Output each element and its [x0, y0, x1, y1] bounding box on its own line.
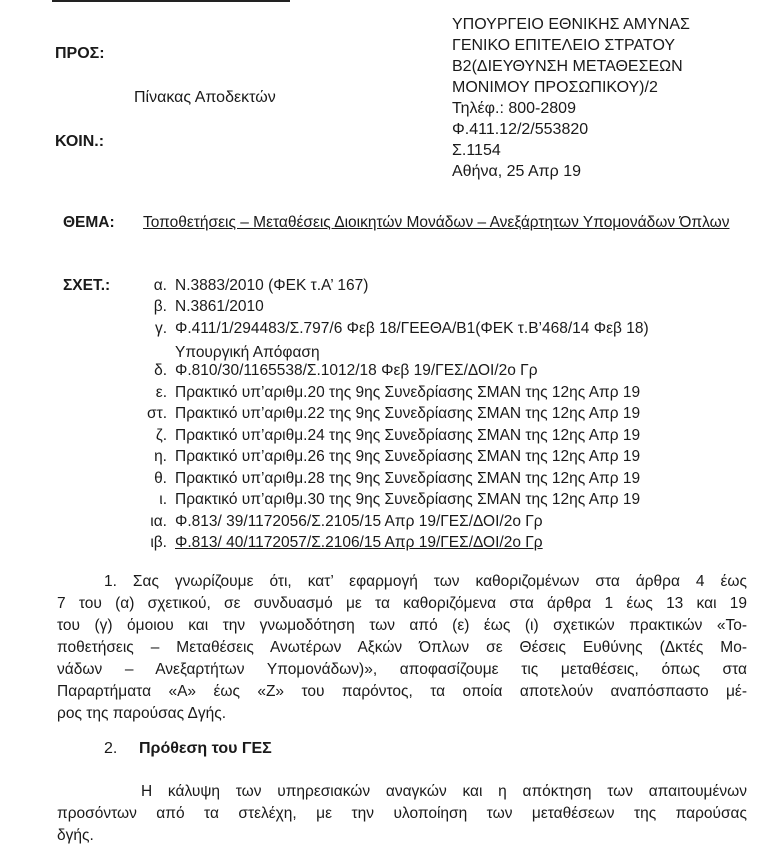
- reference-continuation: Υπουργική Απόφαση: [175, 344, 320, 361]
- to-label: ΠΡΟΣ:: [55, 45, 105, 62]
- reference-item: [105, 489, 755, 510]
- to-value: Πίνακας Αποδεκτών: [134, 89, 276, 106]
- sender-serial: Σ.1154: [452, 142, 501, 159]
- sender-line: Β2(ΔΙΕΥΘΥΝΣΗ ΜΕΤΑΘΕΣΕΩΝ: [452, 58, 683, 75]
- reference-item: [105, 382, 755, 403]
- reference-text: Ν.3861/2010: [175, 298, 264, 315]
- paragraph-line: δγής.: [57, 827, 94, 844]
- reference-item: [105, 511, 755, 532]
- reference-letter: θ.: [154, 470, 167, 487]
- section-2-body: [57, 781, 747, 847]
- references-label: ΣΧΕΤ.:: [63, 277, 111, 294]
- paragraph-line: ρος της παρούσας Δγής.: [57, 705, 227, 722]
- paragraph-1: [57, 571, 747, 725]
- reference-letter: ι.: [159, 491, 167, 508]
- reference-item: [105, 296, 755, 317]
- reference-letter: δ.: [154, 362, 167, 379]
- reference-text: Πρακτικό υπ’αριθμ.20 της 9ης Συνεδρίασης ΣΜΑΝ της 12ης Απρ 19: [175, 384, 641, 401]
- reference-text: Φ.810/30/1165538/Σ.1012/18 Φεβ 19/ΓΕΣ/ΔΟΙ/2ο Γρ: [175, 362, 538, 379]
- cc-label: ΚΟΙΝ.:: [55, 133, 105, 150]
- subject-text: Τοποθετήσεις – Μεταθέσεις Διοικητών Μονάδων – Ανεξάρτητων Υπομονάδων Όπλων: [143, 214, 730, 231]
- paragraph-line: 7 του (α) σχετικού, σε συνδυασμό με τα καθοριζόμενα στα άρθρα 1 έως 13 και 19: [57, 595, 747, 612]
- reference-item: [105, 403, 755, 424]
- paragraph-line: Η κάλυψη των υπηρεσιακών αναγκών και η απόκτηση των απαιτουμένων: [141, 783, 747, 800]
- reference-item: [105, 446, 755, 467]
- top-rule: [52, 0, 290, 2]
- reference-letter: ια.: [150, 513, 167, 530]
- reference-letter: ε.: [155, 384, 167, 401]
- paragraph-line: ποθετήσεις – Μεταθέσεις Ανωτέρων Αξκών Όπλων σε Θέσεις Ευθύνης (Δκτές Μο-: [57, 639, 747, 656]
- sender-line: ΥΠΟΥΡΓΕΙΟ ΕΘΝΙΚΗΣ ΑΜΥΝΑΣ: [452, 16, 690, 33]
- section-2-number: 2.: [104, 740, 118, 757]
- reference-item: [105, 532, 755, 553]
- section-2-title: Πρόθεση του ΓΕΣ: [139, 740, 272, 757]
- reference-text: Πρακτικό υπ’αριθμ.30 της 9ης Συνεδρίασης ΣΜΑΝ της 12ης Απρ 19: [175, 491, 641, 508]
- reference-item: [105, 318, 755, 339]
- reference-text: Πρακτικό υπ’αριθμ.22 της 9ης Συνεδρίασης ΣΜΑΝ της 12ης Απρ 19: [175, 405, 641, 422]
- reference-letter: γ.: [154, 320, 167, 337]
- reference-letter: στ.: [147, 405, 167, 422]
- reference-letter: ιβ.: [150, 534, 167, 551]
- sender-line: ΓΕΝΙΚΟ ΕΠΙΤΕΛΕΙΟ ΣΤΡΑΤΟΥ: [452, 37, 676, 54]
- paragraph-line: προσόντων από τα στελέχη, με την υλοποίηση των μεταθέσεων της παρούσας: [57, 805, 747, 822]
- reference-item: [105, 425, 755, 446]
- sender-phone: Τηλέφ.: 800-2809: [452, 100, 576, 117]
- subject-label: ΘΕΜΑ:: [63, 214, 115, 231]
- reference-letter: ζ.: [155, 427, 167, 444]
- reference-text: Φ.813/ 39/1172056/Σ.2105/15 Απρ 19/ΓΕΣ/ΔΟΙ/2ο Γρ: [175, 513, 543, 530]
- sender-block: [452, 14, 690, 182]
- sender-file-number: Φ.411.12/2/553820: [452, 121, 589, 138]
- paragraph-line: 1. Σας γνωρίζουμε ότι, κατ’ εφαρμογή των καθοριζομένων στα άρθρα 4 έως: [104, 573, 747, 590]
- reference-letter: η.: [154, 448, 167, 465]
- paragraph-line: Παραρτήματα «Α» έως «Ζ» του παρόντος, τα οποία αποτελούν αναπόσπαστο μέ-: [57, 683, 747, 700]
- reference-text: Ν.3883/2010 (ΦΕΚ τ.Α’ 167): [175, 277, 369, 294]
- reference-text: Πρακτικό υπ’αριθμ.28 της 9ης Συνεδρίασης ΣΜΑΝ της 12ης Απρ 19: [175, 470, 641, 487]
- reference-letter: β.: [153, 298, 167, 315]
- reference-text: Πρακτικό υπ’αριθμ.26 της 9ης Συνεδρίασης ΣΜΑΝ της 12ης Απρ 19: [175, 448, 641, 465]
- reference-text: Φ.813/ 40/1172057/Σ.2106/15 Απρ 19/ΓΕΣ/ΔΟΙ/2ο Γρ: [175, 534, 543, 551]
- sender-line: ΜΟΝΙΜΟΥ ΠΡΟΣΩΠΙΚΟΥ)/2: [452, 79, 658, 96]
- reference-item: [105, 275, 755, 296]
- paragraph-line: νάδων – Ανεξαρτήτων Υπομονάδων)», αποφασίζουμε τις μεταθέσεις, όπως στα: [57, 661, 747, 678]
- sender-date: Αθήνα, 25 Απρ 19: [452, 163, 582, 180]
- reference-item: [105, 360, 755, 381]
- reference-text: Πρακτικό υπ’αριθμ.24 της 9ης Συνεδρίασης ΣΜΑΝ της 12ης Απρ 19: [175, 427, 641, 444]
- reference-letter: α.: [153, 277, 167, 294]
- paragraph-line: του (γ) όμοιου και την γνωμοδότηση των από (ε) έως (ι) σχετικών πρακτικών «Το-: [57, 617, 747, 634]
- reference-item: [105, 468, 755, 489]
- reference-text: Φ.411/1/294483/Σ.797/6 Φεβ 18/ΓΕΕΘΑ/Β1(ΦΕΚ τ.Β’468/14 Φεβ 18): [175, 320, 649, 337]
